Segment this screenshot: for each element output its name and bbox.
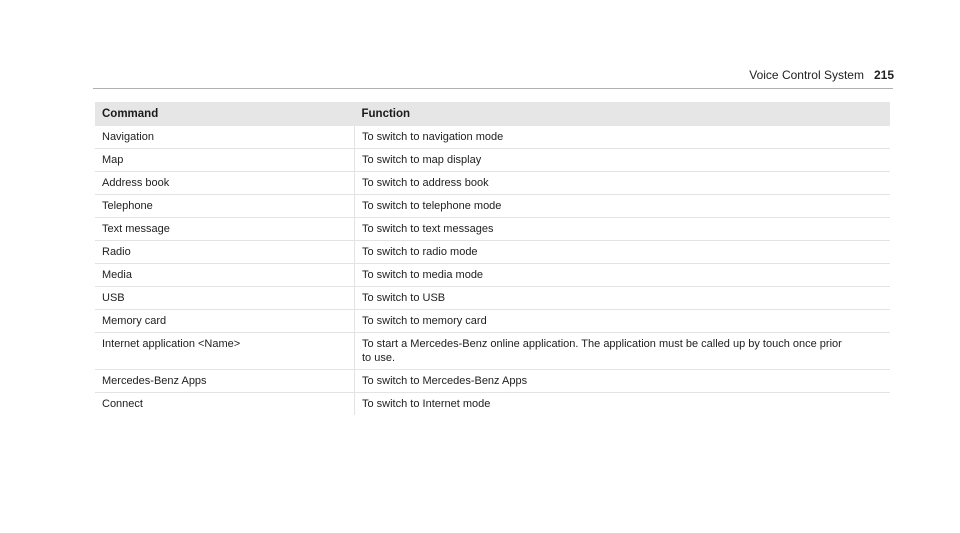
function-text-line: to use. <box>362 352 396 364</box>
table-row <box>95 195 890 218</box>
table-row <box>95 287 890 310</box>
function-cell: To switch to Internet mode <box>362 398 491 410</box>
table-row <box>95 172 890 195</box>
command-cell: USB <box>95 287 355 310</box>
command-cell: Radio <box>95 241 355 264</box>
function-cell: To switch to USB <box>355 287 891 310</box>
table-row <box>95 310 890 333</box>
command-cell: Navigation <box>95 126 355 149</box>
function-text-line: To start a Mercedes-Benz online application. The application must be called up by touch once prior <box>362 338 842 350</box>
table-row <box>95 149 890 172</box>
table-row <box>95 241 890 264</box>
function-cell: To switch to telephone mode <box>355 195 891 218</box>
section-title: Voice Control System <box>749 68 864 82</box>
command-cell: Memory card <box>95 310 355 333</box>
table-row <box>95 370 890 393</box>
table-row <box>95 333 890 370</box>
page-header <box>749 68 894 82</box>
table-row <box>95 126 890 149</box>
table-row <box>95 218 890 241</box>
function-cell: To switch to navigation mode <box>355 126 891 149</box>
function-cell <box>355 333 891 370</box>
command-cell: Map <box>95 149 355 172</box>
column-header-command: Command <box>95 102 355 126</box>
table-row <box>95 393 890 416</box>
table-row <box>95 264 890 287</box>
command-cell: Internet application <Name> <box>95 333 355 370</box>
command-cell: Connect <box>95 393 355 416</box>
header-divider <box>93 88 893 89</box>
function-cell: To switch to Mercedes-Benz Apps <box>355 370 891 393</box>
command-cell: Media <box>95 264 355 287</box>
function-cell: To switch to radio mode <box>355 241 891 264</box>
function-cell: To switch to memory card <box>355 310 891 333</box>
table-header-row <box>95 102 890 126</box>
function-cell: To switch to map display <box>355 149 891 172</box>
command-cell: Mercedes-Benz Apps <box>95 370 355 393</box>
page-number: 215 <box>873 68 894 82</box>
command-cell: Text message <box>95 218 355 241</box>
voice-command-table <box>95 102 890 415</box>
function-cell: To switch to media mode <box>355 264 891 287</box>
function-cell: To switch to address book <box>355 172 891 195</box>
function-cell: To switch to text messages <box>355 218 891 241</box>
column-header-function: Function <box>355 102 891 126</box>
command-cell: Telephone <box>95 195 355 218</box>
command-cell: Address book <box>95 172 355 195</box>
